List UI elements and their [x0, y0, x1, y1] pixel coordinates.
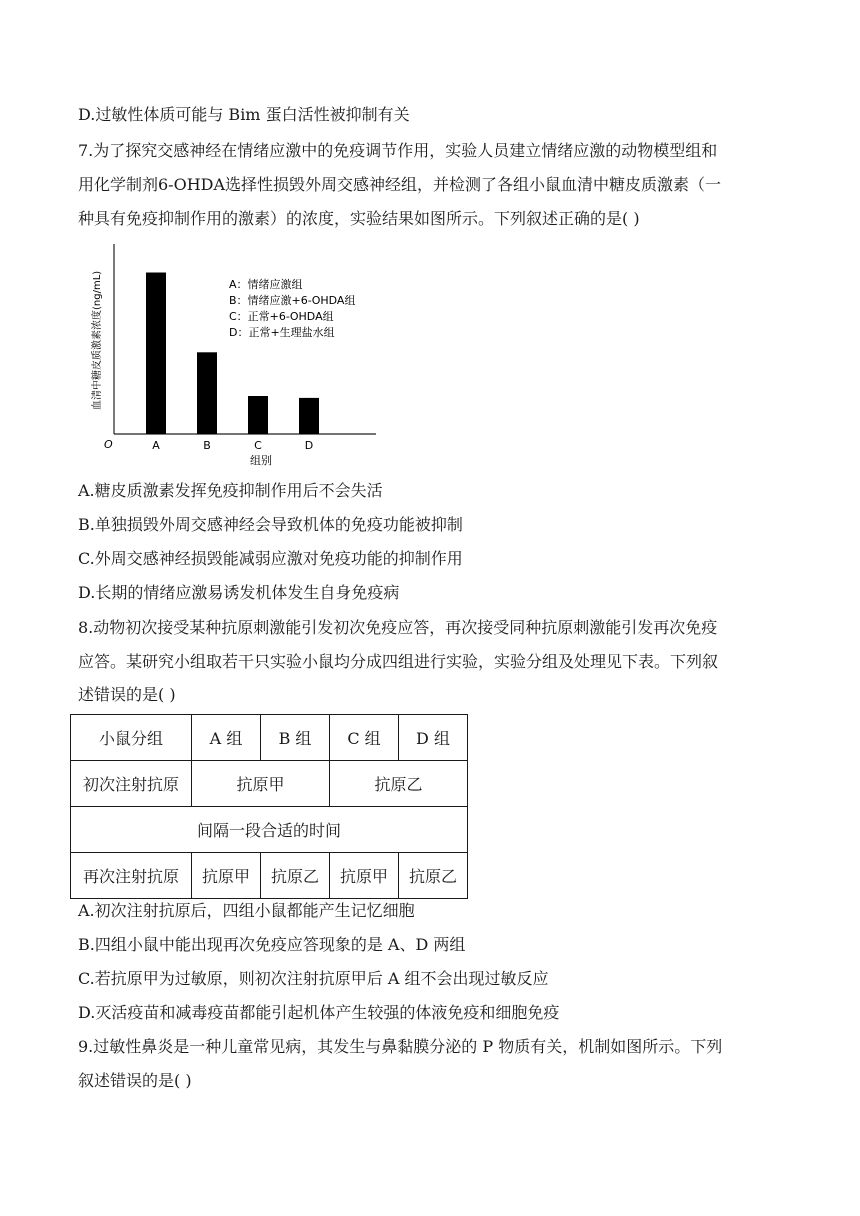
q8-stem-line-2: 应答。某研究小组取若干只实验小鼠均分成四组进行实验，实验分组及处理见下表。下列叙 — [78, 652, 719, 671]
q7-option-a: A.糖皮质激素发挥免疫抑制作用后不会失活 — [78, 481, 383, 500]
legend — [229, 277, 355, 339]
x-axis-label: 组别 — [250, 454, 272, 467]
table-cell: 抗原甲 — [192, 761, 330, 807]
q6-option-d: D.过敏性体质可能与 Bim 蛋白活性被抑制有关 — [78, 105, 410, 124]
chart-svg — [78, 238, 398, 470]
table-row — [71, 761, 468, 807]
q8-option-d: D.灭活疫苗和减毒疫苗都能引起机体产生较强的体液免疫和细胞免疫 — [78, 1003, 560, 1022]
q8-option-a: A.初次注射抗原后，四组小鼠都能产生记忆细胞 — [78, 901, 415, 920]
q7-stem-line-1: 7.为了探究交感神经在情绪应激中的免疫调节作用，实验人员建立情绪应激的动物模型组和 — [78, 141, 718, 160]
q7-stem-line-2: 用化学制剂6-OHDA选择性损毁外周交感神经组，并检测了各组小鼠血清中糖皮质激素（一 — [78, 175, 722, 194]
x-tick-label: D — [304, 439, 314, 452]
tick-label-group — [152, 439, 313, 452]
experiment-table — [70, 714, 468, 899]
legend-entry: B：情绪应激+6-OHDA组 — [229, 294, 356, 307]
table-header-cell: D 组 — [399, 715, 468, 761]
table-row — [71, 853, 468, 899]
table-cell: 抗原乙 — [261, 853, 330, 899]
x-tick-label: C — [254, 439, 262, 452]
q7-option-c: C.外周交感神经损毁能减弱应激对免疫功能的抑制作用 — [78, 549, 463, 568]
table-row — [71, 715, 468, 761]
legend-entry: D：正常+生理盐水组 — [229, 326, 335, 339]
y-axis-label: 血清中糖皮质激素浓度(ng/mL) — [92, 270, 103, 410]
q9-stem-line-2: 叙述错误的是( ) — [78, 1071, 192, 1090]
legend-entry: C：正常+6-OHDA组 — [229, 310, 334, 323]
bar-B — [197, 352, 217, 434]
q7-option-d: D.长期的情绪应激易诱发机体发生自身免疫病 — [78, 583, 400, 602]
table-header-cell: A 组 — [192, 715, 261, 761]
origin-label: O — [104, 438, 113, 451]
table-cell: 抗原甲 — [192, 853, 261, 899]
q9-stem-line-1: 9.过敏性鼻炎是一种儿童常见病，其发生与鼻黏膜分泌的 P 物质有关，机制如图所示。下列 — [78, 1037, 723, 1056]
table-header-cell: C 组 — [330, 715, 399, 761]
hormone-bar-chart — [78, 238, 398, 470]
q8-stem-line-1: 8.动物初次接受某种抗原刺激能引发初次免疫应答，再次接受同种抗原刺激能引发再次免疫 — [78, 618, 718, 637]
q8-stem-line-3: 述错误的是( ) — [78, 685, 176, 704]
legend-entry: A：情绪应激组 — [229, 278, 303, 291]
bar-D — [299, 398, 319, 434]
table-header-cell: B 组 — [261, 715, 330, 761]
q8-option-c: C.若抗原甲为过敏原，则初次注射抗原甲后 A 组不会出现过敏反应 — [78, 969, 549, 988]
table-cell: 抗原乙 — [330, 761, 468, 807]
x-tick-label: A — [152, 439, 160, 452]
table-cell: 初次注射抗原 — [71, 761, 192, 807]
q8-option-b: B.四组小鼠中能出现再次免疫应答现象的是 A、D 两组 — [78, 935, 466, 954]
bar-C — [248, 396, 268, 434]
table-header-cell: 小鼠分组 — [71, 715, 192, 761]
table-cell: 间隔一段合适的时间 — [71, 807, 468, 853]
table-cell: 抗原甲 — [330, 853, 399, 899]
bar-A — [146, 273, 166, 435]
x-tick-label: B — [203, 439, 211, 452]
q7-option-b: B.单独损毁外周交感神经会导致机体的免疫功能被抑制 — [78, 515, 463, 534]
table-cell: 再次注射抗原 — [71, 853, 192, 899]
q7-stem-line-3: 种具有免疫抑制作用的激素）的浓度，实验结果如图所示。下列叙述正确的是( ) — [78, 209, 640, 228]
table-row — [71, 807, 468, 853]
table-cell: 抗原乙 — [399, 853, 468, 899]
